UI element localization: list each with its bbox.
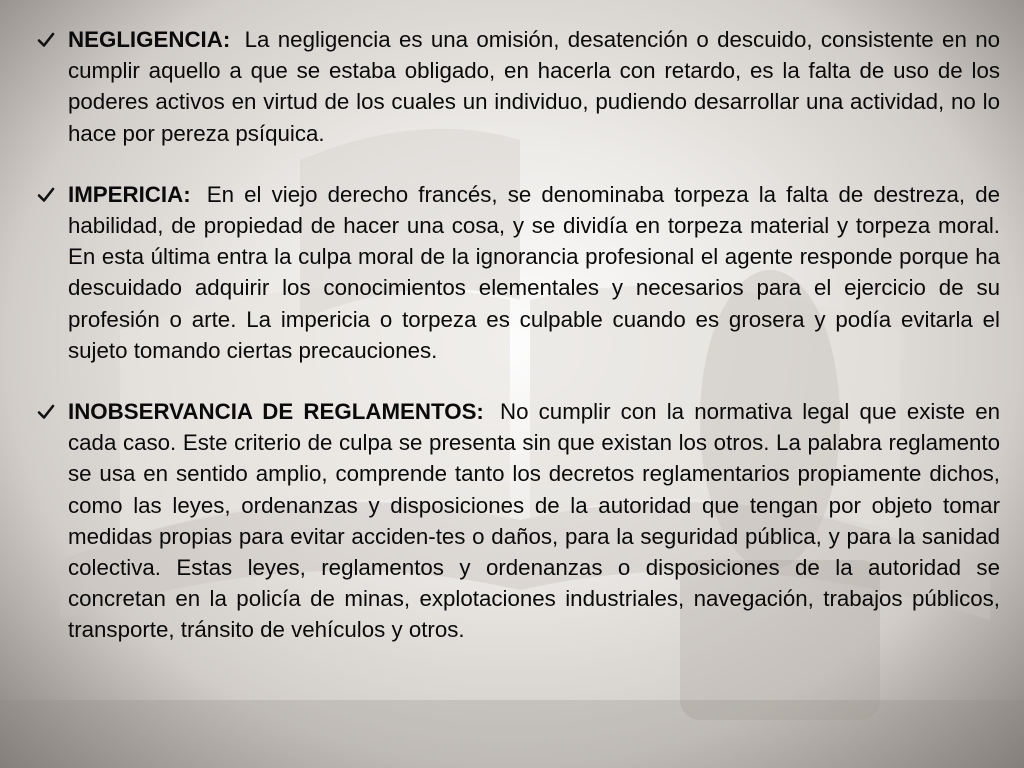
list-item-impericia bbox=[34, 179, 1000, 366]
checkmark-icon bbox=[36, 30, 56, 50]
paragraph bbox=[68, 24, 1000, 149]
term-definition: En el viejo derecho francés, se denominaba torpeza la falta de destreza, de habilidad, de propiedad de hacer una cosa, y se dividía en torpeza material y torpeza moral. En esta última entra la culpa moral de la ignorancia profesional el agente responde porque ha descuidado adquirir los conocimientos elementales y necesarios para el ejercicio de su profesión o arte. La impericia o torpeza es culpable cuando es grosera y podía evitarla el sujeto tomando ciertas precauciones. bbox=[68, 181, 1000, 363]
list-item-inobservancia bbox=[34, 396, 1000, 646]
paragraph bbox=[68, 396, 1000, 646]
checkmark-icon bbox=[36, 185, 56, 205]
term-heading: INOBSERVANCIA DE REGLAMENTOS: bbox=[68, 399, 484, 425]
list-item-negligencia bbox=[34, 24, 1000, 149]
paragraph bbox=[68, 179, 1000, 366]
term-definition: La negligencia es una omisión, desatención o descuido, consistente en no cumplir aquello a que se estaba obligado, en hacerla con retardo, es la falta de uso de los poderes activos en virtud de los cuales un individuo, pudiendo desarrollar una actividad, no lo hace por pereza psíquica. bbox=[68, 27, 1000, 146]
checkmark-icon bbox=[36, 402, 56, 422]
term-definition: No cumplir con la normativa legal que existe en cada caso. Este criterio de culpa se presenta sin que existan los otros. La palabra reglamento se usa en sentido amplio, comprende tanto los decretos reglamentarios propiamente dichos, como las leyes, ordenanzas y disposiciones de la autoridad que tengan por objeto tomar medidas propias para evitar acciden-tes o daños, para la seguridad pública, y para la sanidad colectiva. Estas leyes, reglamentos y ordenanzas o disposiciones de la autoridad se concretan en la policía de minas, explotaciones industriales, navegación, trabajos públicos, transporte, tránsito de vehículos y otros. bbox=[68, 399, 1000, 643]
term-heading: NEGLIGENCIA: bbox=[68, 27, 231, 52]
bullet-list bbox=[34, 24, 1000, 676]
term-heading: IMPERICIA: bbox=[68, 181, 191, 207]
